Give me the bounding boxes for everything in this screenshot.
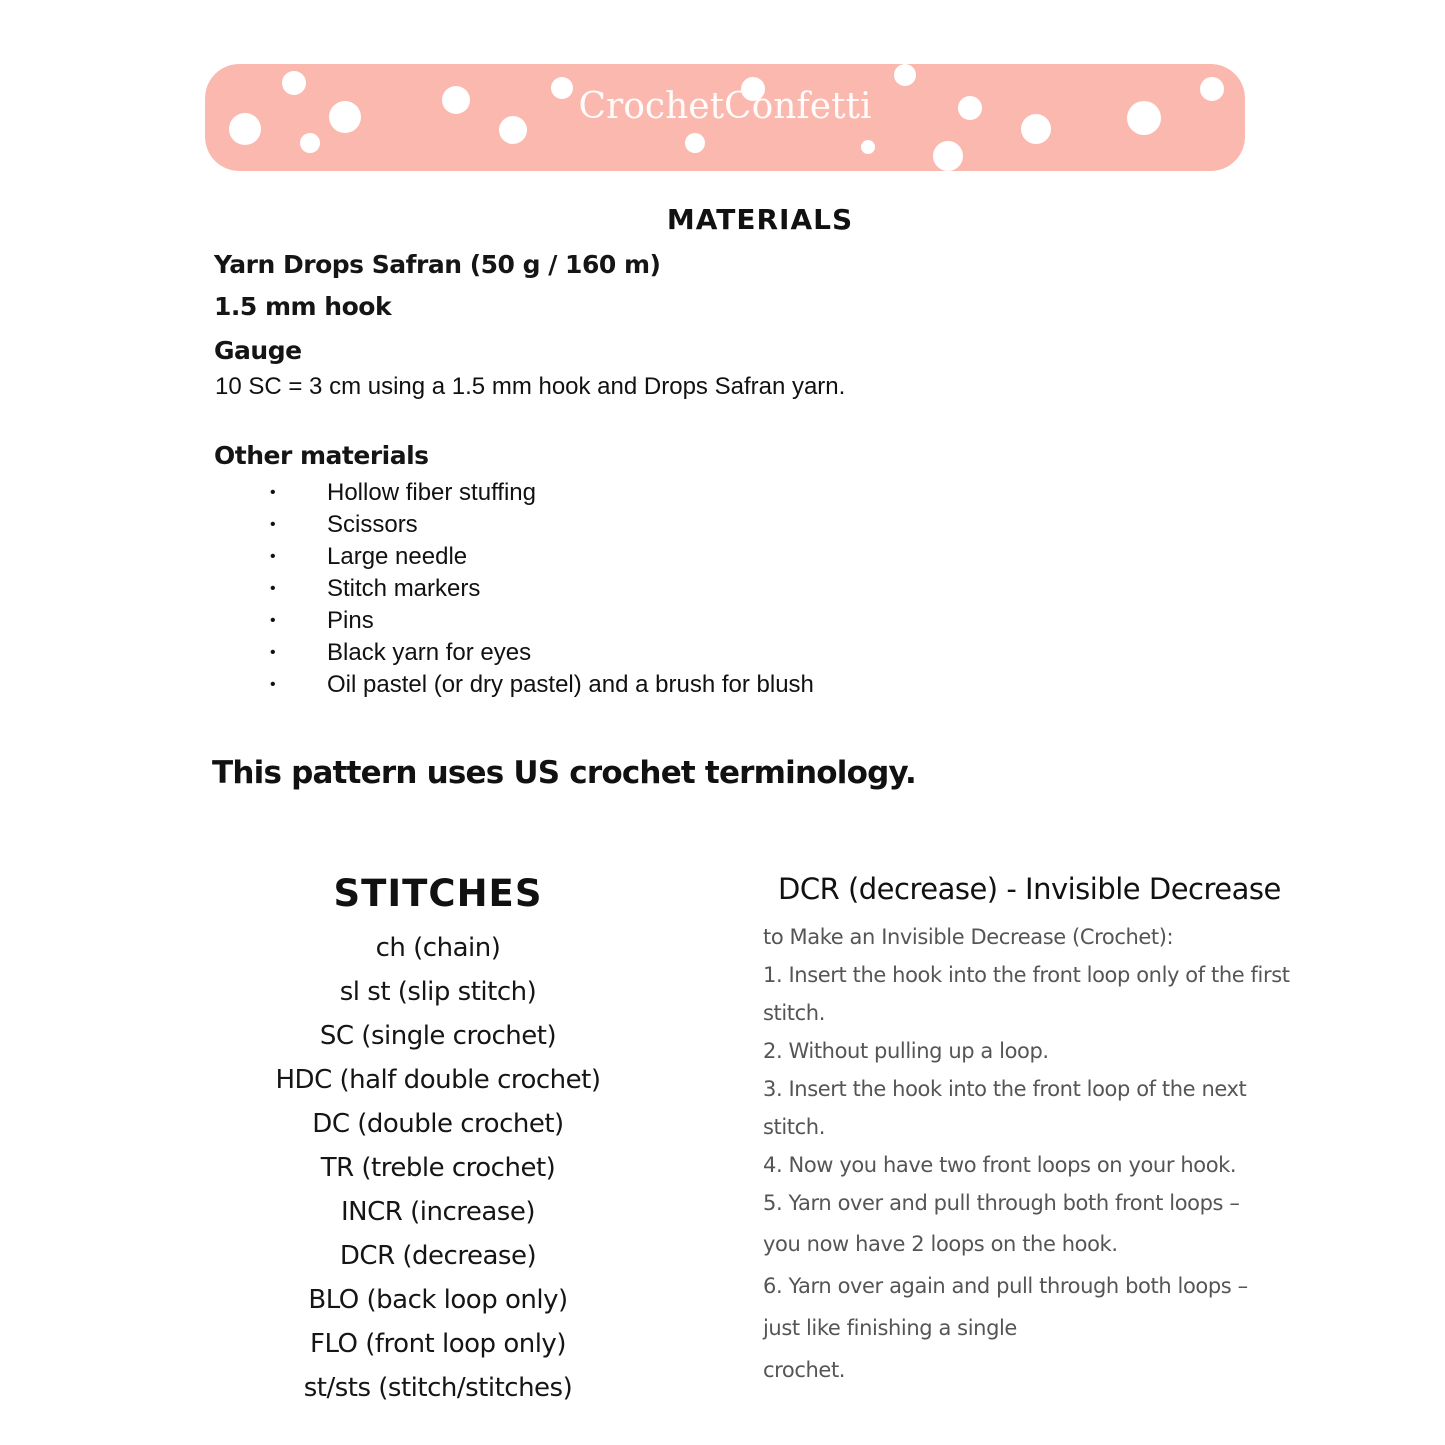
bullet-icon: • (270, 548, 276, 565)
other-materials-title: Other materials (214, 441, 429, 470)
instruction-line: you now have 2 loops on the hook. (763, 1232, 1118, 1256)
stitch-item: DC (double crochet) (312, 1109, 564, 1139)
yarn-line: Yarn Drops Safran (50 g / 160 m) (214, 250, 661, 279)
decrease-heading: DCR (decrease) - Invisible Decrease (778, 872, 1281, 906)
brand-logo-text: CrochetConfetti (578, 86, 872, 127)
stitch-item: ch (chain) (375, 933, 501, 963)
list-item-label: Large needle (327, 543, 468, 570)
stitch-item: HDC (half double crochet) (275, 1065, 601, 1095)
list-item-label: Pins (327, 607, 374, 634)
stitch-item: TR (treble crochet) (320, 1153, 556, 1183)
instruction-line: 3. Insert the hook into the front loop of the next (763, 1077, 1247, 1101)
stitches-heading: STITCHES (333, 872, 543, 915)
header-banner (205, 64, 1245, 171)
instruction-line: just like finishing a single (763, 1316, 1017, 1340)
instruction-line: 6. Yarn over again and pull through both loops – (763, 1274, 1248, 1298)
instruction-line: stitch. (763, 1115, 825, 1139)
list-item-label: Hollow fiber stuffing (327, 479, 536, 506)
instruction-line: 5. Yarn over and pull through both front loops – (763, 1191, 1240, 1215)
materials-heading: MATERIALS (666, 203, 854, 236)
terminology-note: This pattern uses US crochet terminology. (212, 755, 917, 791)
stitch-item: INCR (increase) (341, 1197, 535, 1227)
list-item-label: Scissors (327, 511, 418, 538)
bullet-icon: • (270, 612, 276, 629)
decrease-instructions (763, 920, 1290, 1392)
instruction-line: stitch. (763, 1001, 825, 1025)
stitches-list (238, 926, 638, 1410)
list-item-label: Oil pastel (or dry pastel) and a brush for blush (327, 671, 814, 698)
stitch-item: DCR (decrease) (339, 1241, 537, 1271)
instruction-line: 2. Without pulling up a loop. (763, 1039, 1049, 1063)
instruction-line: 4. Now you have two front loops on your hook. (763, 1153, 1237, 1177)
instruction-line: 1. Insert the hook into the front loop only of the first (763, 963, 1290, 987)
stitch-item: BLO (back loop only) (308, 1285, 568, 1315)
gauge-title: Gauge (214, 336, 302, 365)
bullet-icon: • (270, 484, 276, 501)
bullet-icon: • (270, 676, 276, 693)
instruction-line: to Make an Invisible Decrease (Crochet): (763, 925, 1174, 949)
bullet-icon: • (270, 580, 276, 597)
instruction-line: crochet. (763, 1358, 846, 1382)
list-item-label: Black yarn for eyes (327, 639, 532, 666)
gauge-text: 10 SC = 3 cm using a 1.5 mm hook and Drops Safran yarn. (215, 373, 846, 400)
bullet-icon: • (270, 644, 276, 661)
stitch-item: st/sts (stitch/stitches) (303, 1373, 573, 1403)
stitch-item: SC (single crochet) (319, 1021, 557, 1051)
stitch-item: sl st (slip stitch) (339, 977, 537, 1007)
stitch-item: FLO (front loop only) (310, 1329, 566, 1359)
bullet-icon: • (270, 516, 276, 533)
hook-line: 1.5 mm hook (214, 292, 392, 321)
list-item-label: Stitch markers (327, 575, 481, 602)
